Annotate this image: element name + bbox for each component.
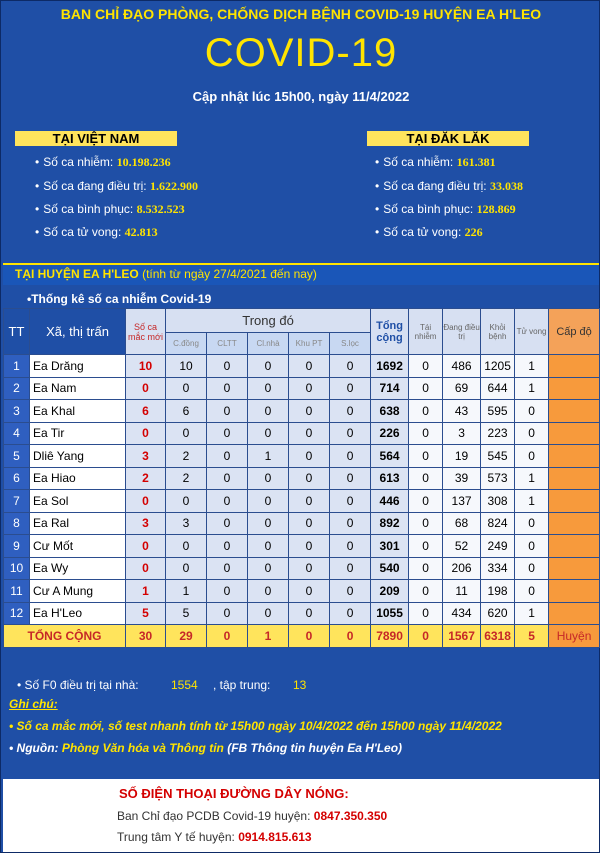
level [549, 490, 600, 513]
reinfected: 0 [409, 422, 443, 445]
dl-deaths: • Số ca tử vong: 226 [375, 225, 483, 239]
breakdown-value: 0 [207, 355, 248, 378]
breakdown-value: 1 [166, 580, 207, 603]
breakdown-value: 0 [330, 377, 371, 400]
level [549, 467, 600, 490]
total-deaths: 5 [515, 625, 549, 648]
breakdown-value: 0 [330, 557, 371, 580]
treating: 52 [443, 535, 481, 558]
covid-table [3, 308, 600, 648]
row-index: 4 [4, 422, 30, 445]
breakdown-value: 0 [207, 512, 248, 535]
commune-name: Dliê Yang [30, 445, 126, 468]
hotline-header: SỐ ĐIỆN THOẠI ĐƯỜNG DÂY NÓNG: [119, 786, 349, 801]
bullet-icon: • [35, 202, 40, 216]
breakdown-value: 0 [207, 400, 248, 423]
breakdown-value: 0 [330, 602, 371, 625]
breakdown-value: 0 [248, 467, 289, 490]
breakdown-value: 6 [166, 400, 207, 423]
deaths: 1 [515, 602, 549, 625]
row-index: 12 [4, 602, 30, 625]
bullet-icon: • [375, 225, 380, 239]
treating: 19 [443, 445, 481, 468]
hotline-line-1: Ban Chỉ đạo PCDB Covid-19 huyện: 0847.350.350 [117, 809, 388, 823]
deaths: 0 [515, 445, 549, 468]
total-cases: 540 [371, 557, 409, 580]
commune-name: Ea Ral [30, 512, 126, 535]
f0-center-value: 13 [293, 678, 307, 692]
bullet-icon: • [375, 179, 380, 193]
total-cases: 613 [371, 467, 409, 490]
total-cases: 1055 [371, 602, 409, 625]
district-title: TẠI HUYỆN EA H'LEO (tính từ ngày 27/4/2021 đến nay) [15, 267, 317, 281]
total-breakdown: 0 [289, 625, 330, 648]
treating: 206 [443, 557, 481, 580]
deaths: 0 [515, 400, 549, 423]
breakdown-value: 0 [166, 557, 207, 580]
total-breakdown: 1 [248, 625, 289, 648]
new-cases: 3 [126, 512, 166, 535]
treating: 69 [443, 377, 481, 400]
breakdown-value: 0 [166, 422, 207, 445]
deaths: 1 [515, 467, 549, 490]
breakdown-value: 1 [248, 445, 289, 468]
row-index: 9 [4, 535, 30, 558]
commune-name: Cư Mốt [30, 535, 126, 558]
breakdown-value: 0 [330, 445, 371, 468]
breakdown-value: 0 [330, 422, 371, 445]
breakdown-value: 0 [248, 557, 289, 580]
recovered: 1205 [481, 355, 515, 378]
header-new-cases: Số ca mắc mới [126, 309, 166, 355]
total-cases: 1692 [371, 355, 409, 378]
table-row [4, 557, 600, 580]
recovered: 308 [481, 490, 515, 513]
header-total: Tổng cộng [371, 309, 409, 355]
deaths: 0 [515, 557, 549, 580]
row-index: 10 [4, 557, 30, 580]
breakdown-value: 0 [166, 490, 207, 513]
commune-name: Cư A Mung [30, 580, 126, 603]
deaths: 0 [515, 512, 549, 535]
table-row [4, 535, 600, 558]
breakdown-value: 0 [248, 400, 289, 423]
breakdown-value: 0 [289, 467, 330, 490]
total-cases: 301 [371, 535, 409, 558]
level [549, 602, 600, 625]
treating: 3 [443, 422, 481, 445]
vn-infected: • Số ca nhiễm: 10.198.236 [35, 155, 171, 169]
new-cases: 0 [126, 377, 166, 400]
breakdown-value: 0 [207, 377, 248, 400]
treating: 68 [443, 512, 481, 535]
hotline-line-2: Trung tâm Y tế huyện: 0914.815.613 [117, 830, 312, 844]
level [549, 422, 600, 445]
table-row [4, 445, 600, 468]
total-cases: 564 [371, 445, 409, 468]
total-cases: 714 [371, 377, 409, 400]
reinfected: 0 [409, 467, 443, 490]
level [549, 580, 600, 603]
breakdown-value: 0 [166, 377, 207, 400]
table-body [4, 355, 600, 648]
breakdown-value: 0 [248, 512, 289, 535]
total-cases: 446 [371, 490, 409, 513]
header-level: Cấp độ [549, 309, 600, 355]
breakdown-value: 0 [289, 535, 330, 558]
breakdown-value: 0 [248, 377, 289, 400]
bullet-icon: • [35, 155, 40, 169]
bullet-icon: • [17, 678, 25, 692]
breakdown-value: 0 [248, 422, 289, 445]
dl-recovered: • Số ca bình phục: 128.869 [375, 202, 516, 216]
breakdown-value: 2 [166, 467, 207, 490]
table-row [4, 422, 600, 445]
header-deaths: Tử vong [515, 309, 549, 355]
deaths: 1 [515, 355, 549, 378]
deaths: 1 [515, 377, 549, 400]
total-label: TỔNG CỘNG [4, 625, 126, 648]
stats-label: •Thống kê số ca nhiễm Covid-19 [27, 292, 212, 306]
new-cases: 1 [126, 580, 166, 603]
update-time: Cập nhật lúc 15h00, ngày 11/4/2022 [192, 89, 410, 104]
breakdown-value: 0 [289, 580, 330, 603]
recovered: 198 [481, 580, 515, 603]
row-index: 3 [4, 400, 30, 423]
recovered: 644 [481, 377, 515, 400]
total-level: Huyện [549, 625, 600, 648]
new-cases: 2 [126, 467, 166, 490]
breakdown-value: 0 [330, 535, 371, 558]
level [549, 377, 600, 400]
breakdown-value: 0 [330, 490, 371, 513]
recovered: 573 [481, 467, 515, 490]
header-sub-home: Cl.nhà [248, 333, 289, 355]
breakdown-value: 0 [207, 580, 248, 603]
vn-deaths: • Số ca tử vong: 42.813 [35, 225, 158, 239]
level [549, 535, 600, 558]
breakdown-value: 0 [330, 400, 371, 423]
breakdown-value: 5 [166, 602, 207, 625]
new-cases: 0 [126, 422, 166, 445]
level [549, 557, 600, 580]
level [549, 512, 600, 535]
total-cases: 226 [371, 422, 409, 445]
bullet-icon: • [35, 225, 40, 239]
breakdown-value: 0 [289, 377, 330, 400]
hotline-number-2[interactable]: 0914.815.613 [238, 830, 312, 844]
breakdown-value: 0 [289, 445, 330, 468]
commune-name: Ea Hiao [30, 467, 126, 490]
table-row [4, 355, 600, 378]
breakdown-value: 0 [330, 580, 371, 603]
bullet-icon: • [9, 719, 17, 733]
breakdown-value: 0 [207, 490, 248, 513]
breakdown-value: 0 [289, 512, 330, 535]
commune-name: Ea Drăng [30, 355, 126, 378]
breakdown-value: 0 [207, 422, 248, 445]
total-cases: 209 [371, 580, 409, 603]
reinfected: 0 [409, 512, 443, 535]
vietnam-label: TẠI VIỆT NAM [15, 131, 177, 146]
vn-recovered: • Số ca bình phục: 8.532.523 [35, 202, 185, 216]
recovered: 545 [481, 445, 515, 468]
f0-home-label: • Số F0 điều trị tại nhà: [17, 678, 139, 692]
breakdown-value: 2 [166, 445, 207, 468]
f0-home-value: 1554 [171, 678, 198, 692]
breakdown-value: 0 [289, 557, 330, 580]
table-row [4, 467, 600, 490]
breakdown-value: 0 [207, 535, 248, 558]
deaths: 0 [515, 535, 549, 558]
treating: 486 [443, 355, 481, 378]
reinfected: 0 [409, 602, 443, 625]
dl-treating: • Số ca đang điều trị: 33.038 [375, 179, 523, 193]
total-treating: 1567 [443, 625, 481, 648]
header-reinfected: Tái nhiễm [409, 309, 443, 355]
note-new-cases: • Số ca mắc mới, số test nhanh tính từ 15h00 ngày 10/4/2022 đến 15h00 ngày 11/4/2022 [9, 719, 502, 733]
deaths: 0 [515, 580, 549, 603]
commune-name: Ea Tir [30, 422, 126, 445]
row-index: 2 [4, 377, 30, 400]
bullet-icon: • [375, 155, 380, 169]
breakdown-value: 0 [207, 602, 248, 625]
bullet-icon: • [9, 741, 17, 755]
breakdown-value: 0 [207, 467, 248, 490]
bullet-icon: • [35, 179, 40, 193]
total-row [4, 625, 600, 648]
new-cases: 10 [126, 355, 166, 378]
reinfected: 0 [409, 490, 443, 513]
total-cases: 892 [371, 512, 409, 535]
table-row [4, 602, 600, 625]
commune-name: Ea H'Leo [30, 602, 126, 625]
breakdown-value: 0 [330, 512, 371, 535]
reinfected: 0 [409, 400, 443, 423]
reinfected: 0 [409, 445, 443, 468]
total-new: 30 [126, 625, 166, 648]
breakdown-value: 0 [330, 467, 371, 490]
commune-name: Ea Nam [30, 377, 126, 400]
total-cases: 638 [371, 400, 409, 423]
page-title: COVID-19 [204, 31, 398, 75]
vn-treating: • Số ca đang điều trị: 1.622.900 [35, 179, 198, 193]
hotline-number-1[interactable]: 0847.350.350 [313, 809, 388, 823]
breakdown-value: 0 [207, 557, 248, 580]
organization-title: BAN CHỈ ĐẠO PHÒNG, CHỐNG DỊCH BỆNH COVID-19 HUYỆN EA H'LEO [60, 6, 542, 22]
note-source: • Nguồn: Phòng Văn hóa và Thông tin (FB Thông tin huyện Ea H'Leo) [9, 741, 403, 755]
new-cases: 6 [126, 400, 166, 423]
breakdown-value: 0 [248, 490, 289, 513]
new-cases: 5 [126, 602, 166, 625]
breakdown-value: 0 [289, 355, 330, 378]
breakdown-value: 0 [248, 602, 289, 625]
treating: 43 [443, 400, 481, 423]
level [549, 355, 600, 378]
breakdown-value: 0 [248, 580, 289, 603]
breakdown-value: 0 [289, 490, 330, 513]
breakdown-value: 0 [248, 535, 289, 558]
header-treating: Đang điều trị [443, 309, 481, 355]
level [549, 445, 600, 468]
recovered: 824 [481, 512, 515, 535]
breakdown-value: 0 [330, 355, 371, 378]
total-breakdown: 0 [207, 625, 248, 648]
header-breakdown: Trong đó [166, 309, 371, 333]
table-row [4, 580, 600, 603]
breakdown-value: 0 [289, 422, 330, 445]
breakdown-value: 0 [289, 602, 330, 625]
reinfected: 0 [409, 557, 443, 580]
header-sub-cltt: CLTT [207, 333, 248, 355]
bullet-icon: • [375, 202, 380, 216]
daklak-label: TẠI ĐĂK LĂK [367, 131, 529, 146]
row-index: 5 [4, 445, 30, 468]
total-recovered: 6318 [481, 625, 515, 648]
recovered: 334 [481, 557, 515, 580]
total-breakdown: 29 [166, 625, 207, 648]
recovered: 223 [481, 422, 515, 445]
total-breakdown: 0 [330, 625, 371, 648]
treating: 11 [443, 580, 481, 603]
deaths: 1 [515, 490, 549, 513]
header-tt: TT [4, 309, 30, 355]
commune-name: Ea Sol [30, 490, 126, 513]
header-recovered: Khỏi bệnh [481, 309, 515, 355]
total-reinfected: 0 [409, 625, 443, 648]
reinfected: 0 [409, 580, 443, 603]
new-cases: 3 [126, 445, 166, 468]
notes-header: Ghi chú: [9, 697, 58, 711]
row-index: 1 [4, 355, 30, 378]
breakdown-value: 0 [248, 355, 289, 378]
breakdown-value: 0 [207, 445, 248, 468]
new-cases: 0 [126, 535, 166, 558]
total-total: 7890 [371, 625, 409, 648]
row-index: 11 [4, 580, 30, 603]
f0-center-label: , tập trung: [213, 678, 271, 692]
row-index: 6 [4, 467, 30, 490]
treating: 39 [443, 467, 481, 490]
new-cases: 0 [126, 557, 166, 580]
reinfected: 0 [409, 355, 443, 378]
level [549, 400, 600, 423]
commune-name: Ea Wy [30, 557, 126, 580]
breakdown-value: 0 [166, 535, 207, 558]
table-row [4, 400, 600, 423]
reinfected: 0 [409, 535, 443, 558]
treating: 434 [443, 602, 481, 625]
recovered: 249 [481, 535, 515, 558]
treating: 137 [443, 490, 481, 513]
breakdown-value: 0 [289, 400, 330, 423]
recovered: 595 [481, 400, 515, 423]
deaths: 0 [515, 422, 549, 445]
table-row [4, 490, 600, 513]
hotline-panel [3, 779, 599, 852]
header-sub-screening: S.lọc [330, 333, 371, 355]
commune-name: Ea Khal [30, 400, 126, 423]
header-sub-community: C.đồng [166, 333, 207, 355]
breakdown-value: 3 [166, 512, 207, 535]
row-index: 8 [4, 512, 30, 535]
breakdown-value: 10 [166, 355, 207, 378]
dl-infected: • Số ca nhiễm: 161.381 [375, 155, 496, 169]
header-commune: Xã, thị trấn [30, 309, 126, 355]
bullet-icon: • [27, 292, 32, 306]
row-index: 7 [4, 490, 30, 513]
table-row [4, 377, 600, 400]
reinfected: 0 [409, 377, 443, 400]
header-sub-khupt: Khu PT [289, 333, 330, 355]
new-cases: 0 [126, 490, 166, 513]
recovered: 620 [481, 602, 515, 625]
table-row [4, 512, 600, 535]
